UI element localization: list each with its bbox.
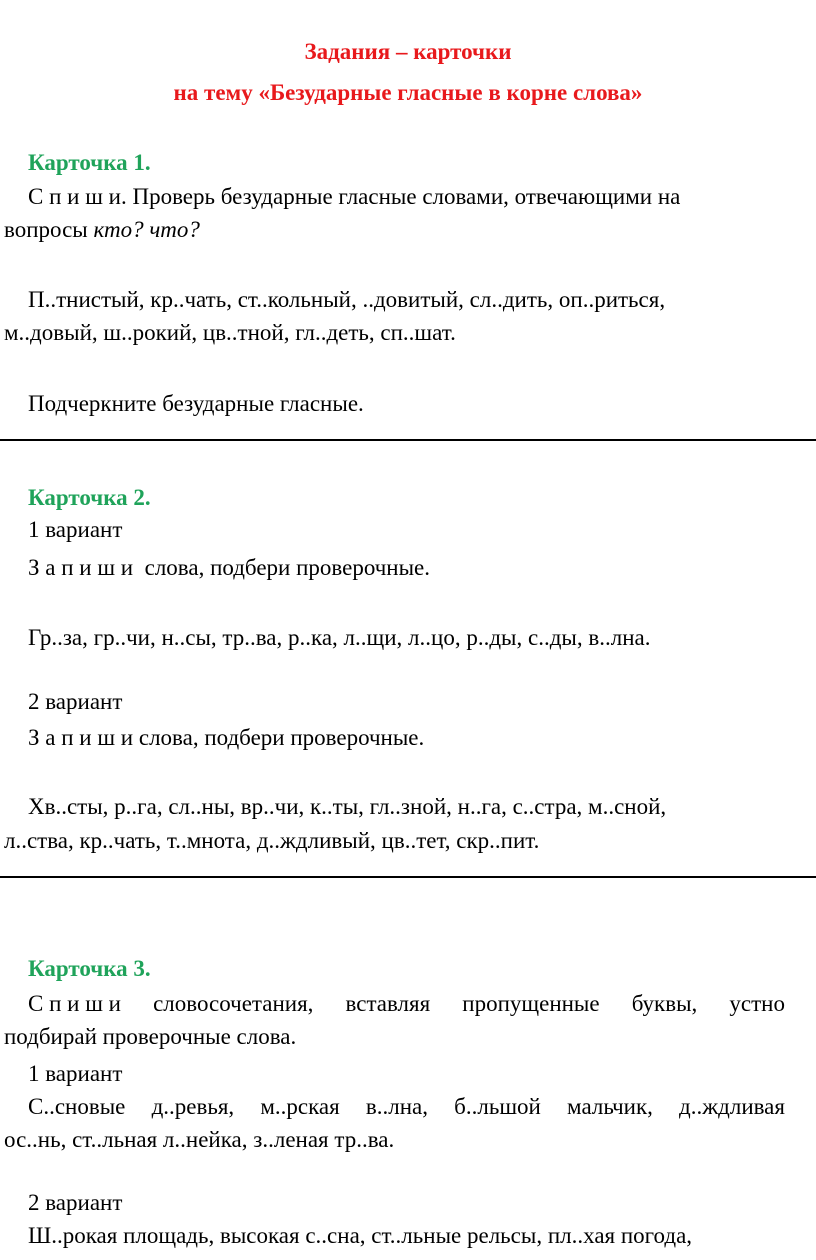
card2-variant2-words-line2: л..ства, кр..чать, т..мнота, д..ждливый, цв..тет, скр..пит.: [4, 828, 540, 853]
card3-variant1-line2: ос..нь, ст..льная л..нейка, з..леная тр..ва.: [4, 1127, 395, 1152]
card2-variant1-instruction: З а п и ш и слова, подбери проверочные.: [28, 555, 431, 580]
card1-instruction-plain: вопросы: [4, 217, 94, 242]
card3-variant1-word: д..ревья,: [151, 1094, 235, 1119]
card2-variant2-instruction: З а п и ш и слова, подбери проверочные.: [28, 725, 425, 750]
card3-variant1-line1: [28, 1093, 785, 1121]
card3-instruction-word: словосочетания,: [153, 991, 314, 1016]
card3-variant1-word: б..льшой: [454, 1094, 541, 1119]
card3-instruction-word: пропущенные: [462, 991, 600, 1016]
card3-instruction-line1: [28, 990, 785, 1018]
card1-note: Подчеркните безударные гласные.: [28, 391, 364, 416]
card3-variant1-word: д..ждливая: [679, 1094, 785, 1119]
card3-instruction-word: вставляя: [345, 991, 431, 1016]
card3-variant1-word: мальчик,: [567, 1094, 653, 1119]
card1-heading: Карточка 1.: [28, 150, 151, 175]
document-title-line2: на тему «Безударные гласные в корне слова»: [173, 80, 643, 105]
card1-words-line2: м..довый, ш..рокий, цв..тной, гл..деть, сп..шат.: [4, 320, 456, 345]
card1-instruction-italic: кто? что?: [93, 217, 200, 242]
card3-variant2-label: 2 вариант: [28, 1190, 123, 1215]
card1-instruction-line2: [4, 216, 200, 244]
card1-words-line1: П..тнистый, кр..чать, ст..кольный, ..довитый, сл..дить, оп..риться,: [28, 287, 666, 312]
card2-heading: Карточка 2.: [28, 485, 151, 510]
card1-instruction-line1: С п и ш и. Проверь безударные гласные словами, отвечающими на: [28, 184, 681, 209]
card3-variant1-word: в..лна,: [365, 1094, 428, 1119]
card3-instruction-word: С п и ш и: [28, 991, 121, 1016]
card2-variant2-words-line1: Хв..сты, р..га, сл..ны, вр..чи, к..ты, гл..зной, н..га, с..стра, м..сной,: [28, 794, 667, 819]
card3-instruction-line2: подбирай проверочные слова.: [4, 1024, 297, 1049]
card3-heading: Карточка 3.: [28, 956, 151, 981]
card2-variant2-label: 2 вариант: [28, 689, 123, 714]
card3-variant1-word: м..рская: [260, 1094, 340, 1119]
card2-variant1-label: 1 вариант: [28, 517, 123, 542]
card3-variant2-line1: Ш..рокая площадь, высокая с..сна, ст..льные рельсы, пл..хая погода,: [28, 1223, 693, 1248]
card3-variant1-label: 1 вариант: [28, 1061, 123, 1086]
card2-variant1-words: Гр..за, гр..чи, н..сы, тр..ва, р..ка, л..щи, л..цо, р..ды, с..ды, в..лна.: [28, 625, 651, 650]
divider-2: [0, 876, 816, 878]
document-title-line1: Задания – карточки: [304, 39, 512, 64]
card3-variant1-word: С..сновые: [28, 1094, 126, 1119]
divider-1: [0, 439, 816, 441]
card3-instruction-word: буквы,: [631, 991, 698, 1016]
card3-instruction-word: устно: [729, 991, 785, 1016]
